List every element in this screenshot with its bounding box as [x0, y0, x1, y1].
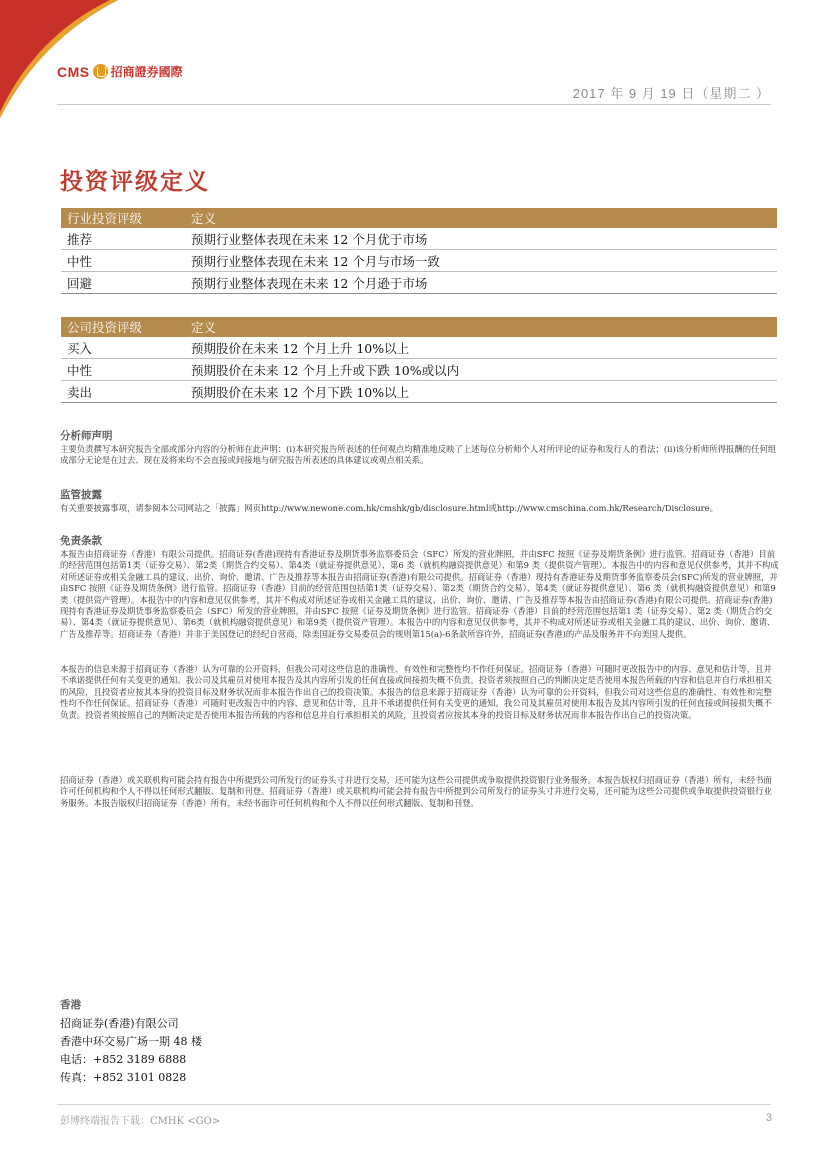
- header-divider: [57, 104, 771, 105]
- disclaimer-paragraph-1: 本报告由招商证券（香港）有限公司提供。招商证券(香港)现持有香港证券及期货事务监察委员会（SFC）所发的营业牌照，并由SFC 按照《证券及期货条例》进行监管。招商证券（香港）目前的经营范围包括第1类（证券交易）、第2类（期货合约交易）、第4类（就证券提供意见）、第6 类（就机构融资提供意见）和第9 类（提供资产管理）。本报告中的内容和意见仅供参考，其并不构成对所述证券或相关金融工具的建议、出价、询价、邀请、广告及推荐等本报告由招商证券(香港)有限公司提供。招商证券（香港）现持有香港证券及期货事务监察委员会(SFC)所发的营业牌照，并由SFC 按照《证券及期货条例》进行监管。招商证券（香港）目前的经营范围包括第1类（证券交易）、第2类（期货合约交易）、第4类（就证券提供意见）、第6 类（就机构融资提供意见）和第9 类（提供资产管理）。本报告中的内容和意见仅供参考，其并不构成对所述证券或相关金融工具的建议、出价、询价、邀请、广告及推荐等本报告由招商证券(香港)有限公司提供。招商证券(香港)现持有香港证券及期货事务监察委员会（SFC）所发的营业牌照，并由SFC 按照《证券及期货条例》进行监管。招商证券（香港）目前的经营范围包括第1 类（证券交易）、第2 类（期货合约交易）、第4类（就证券提供意见）、第6类（就机构融资提供意见）和第9类（提供资产管理）。本报告中的内容和意见仅供参考，其并不构成对所述证券或相关金融工具的建议、出价、询价、邀请、广告及推荐等。招商证券（香港）并非于美国登记的经纪自营商，除美国証券交易委员会的规则第15(a)-6条款所容许外，招商证券(香港)的产品及服务并不向美国人提供。: [60, 549, 779, 639]
- table-row: [61, 228, 777, 250]
- logo-chinese-name: 招商證券國際: [110, 65, 183, 79]
- hk-fax: 传真：+852 3101 0828: [60, 1071, 187, 1084]
- table-header-row: [61, 317, 777, 337]
- hk-company-name: 招商证券(香港)有限公司: [60, 1017, 179, 1030]
- hk-address: 香港中环交易广场一期 48 楼: [60, 1035, 202, 1048]
- definition-cell: 预期行业整体表现在未来 12 个月优于市场: [191, 228, 777, 250]
- rating-cell: 推荐: [61, 228, 191, 250]
- definition-cell: 预期股价在未来 12 个月下跌 10%以上: [191, 381, 777, 403]
- rating-cell: 中性: [61, 359, 191, 381]
- hong-kong-heading: 香港: [60, 999, 81, 1011]
- disclaimer-paragraph-2: 本报告的信息来源于招商证券（香港）认为可靠的公开资料，但我公司对这些信息的准确性、有效性和完整性均不作任何保证。招商证券（香港）可随时更改报告中的内容、意见和估计等，且并不承诺提供任何有关变更的通知。我公司及其雇员对使用本报告及其内容所引发的任何直接或间接损失概不负责。投资者须按照自己的判断决定是否使用本报告所载的内容和信息并自行承担相关的风险，且投资者应按其本身的投资目标及财务状况而非本报告作出自己的投资决策。本报告的信息来源于招商证券（香港）认为可靠的公开资料，但我公司对这些信息的准确性、有效性和完整性均不作任何保证。招商证券（香港）可随时更改报告中的内容、意见和估计等，且并不承诺提供任何有关变更的通知。我公司及其雇员对使用本报告及其内容所引发的任何直接或间接损失概不负责。投资者须按照自己的判断决定是否使用本报告所载的内容和信息并自行承担相关的风险，且投资者应按其本身的投资目标及财务状况而非本报告作出自己的投资决策。: [60, 664, 772, 720]
- analyst-statement-text: 主要负责撰写本研究报告全部或部分内容的分析师在此声明：(i)本研究报告所表述的任何观点均精准地反映了上述每位分析师个人对所评论的证券和发行人的看法；(ii)该分析师所得报酬的任何组成部分无论是在过去、现在及将来均不会直接或间接地与研究报告所表述的具体建议或观点相关系。: [60, 444, 777, 466]
- hk-phone: 电话：+852 3189 6888: [60, 1053, 187, 1066]
- industry-rating-table: [61, 208, 777, 294]
- disclaimer-paragraph-3: 招商证券（香港）或关联机构可能会持有报告中所提到公司所发行的证券头寸并进行交易，还可能为这些公司提供或争取提供投资银行业务服务。本报告版权归招商证券（香港）所有，未经书面许可任何机构和个人不得以任何形式翻版、复制和刊登。招商证券（香港）或关联机构可能会持有报告中所提到公司所发行的证券头寸并进行交易，还可能为这些公司提供或争取提供投资银行业务服务。本报告版权归招商证券（香港）所有，未经书面许可任何机构和个人不得以任何形式翻版、复制和刊登。: [60, 775, 772, 808]
- footer-divider: [57, 1104, 771, 1105]
- rating-cell: 卖出: [61, 381, 191, 403]
- table-header-cell: 公司投资评级: [61, 317, 191, 337]
- rating-cell: 中性: [61, 250, 191, 272]
- table-header-cell: 定义: [191, 317, 777, 337]
- footer-bloomberg-note: 彭博终端报告下载：CMHK <GO>: [60, 1116, 221, 1127]
- logo-mark-icon: [93, 64, 108, 79]
- table-row: [61, 337, 777, 359]
- company-rating-table: [61, 317, 777, 403]
- corner-decoration: [0, 0, 130, 120]
- report-date: 2017 年 9 月 19 日（星期二 ）: [572, 86, 770, 101]
- regulatory-disclosure-heading: 监管披露: [60, 489, 102, 501]
- rating-cell: 买入: [61, 337, 191, 359]
- definition-cell: 预期行业整体表现在未来 12 个月逊于市场: [191, 272, 777, 294]
- definition-cell: 预期股价在未来 12 个月上升或下跌 10%或以内: [191, 359, 777, 381]
- table-row: [61, 272, 777, 294]
- table-row: [61, 250, 777, 272]
- company-logo: [57, 63, 183, 80]
- regulatory-disclosure-text: 有关重要披露事项，请参阅本公司网站之「披露」网页http://www.newone.com.hk/cmshk/gb/disclosure.html或http://www.cmschina.com.hk/Research/Disclosure。: [60, 503, 718, 513]
- table-header-row: [61, 208, 777, 228]
- disclaimer-heading: 免责条款: [60, 535, 102, 547]
- table-header-cell: 行业投资评级: [61, 208, 191, 228]
- definition-cell: 预期股价在未来 12 个月上升 10%以上: [191, 337, 777, 359]
- rating-cell: 回避: [61, 272, 191, 294]
- analyst-statement-heading: 分析师声明: [60, 430, 113, 442]
- definition-cell: 预期行业整体表现在未来 12 个月与市场一致: [191, 250, 777, 272]
- page-number: 3: [765, 1112, 772, 1124]
- page-title: 投资评级定义: [60, 168, 210, 195]
- table-row: [61, 359, 777, 381]
- table-row: [61, 381, 777, 403]
- logo-cms-text: CMS: [57, 63, 90, 80]
- table-header-cell: 定义: [191, 208, 777, 228]
